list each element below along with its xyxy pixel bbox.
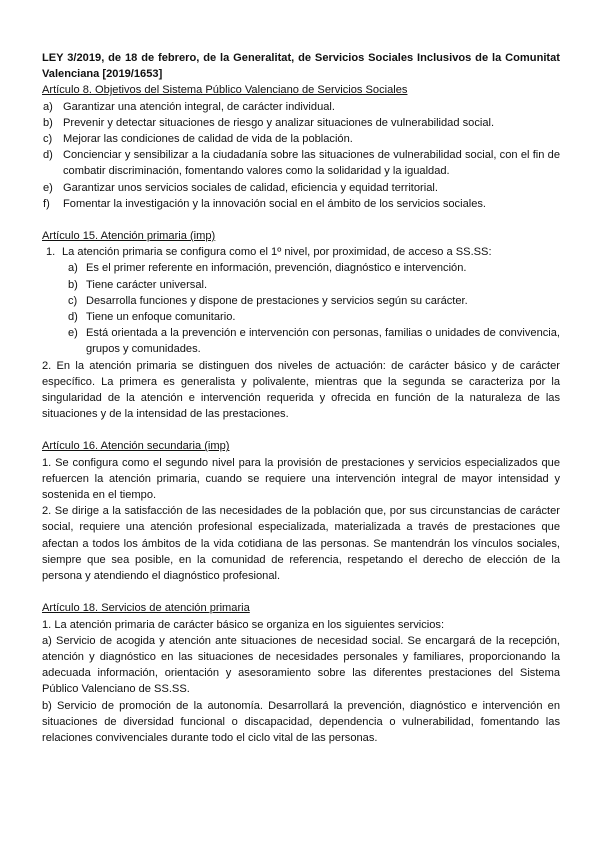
article-16-point-2: 2. Se dirige a la satisfacción de las necesidades de la población que, por sus circunstancias de carácter social, requiere una atención profesional especializada, materializada a través de prestaciones que afectan a todos los ámbitos de la vida cotidiana de las personas. Se mantendrán los vínculos sociales, siempre que sea posible, en la comunidad de referencia, respetando el derecho de elección de la persona y atendiendo el diagnóstico profesional. [42, 505, 560, 583]
list-item: b) Tiene carácter universal. [68, 278, 208, 291]
list-item: d) Tiene un enfoque comunitario. [68, 311, 236, 324]
list-item: a) Es el primer referente en información, prevención, diagnóstico e intervención. [68, 262, 467, 275]
spacer [42, 584, 560, 600]
law-title: LEY 3/2019, de 18 de febrero, de la Generalitat, de Servicios Sociales Inclusivos de la Comunitat Valenciana [2019/1653] [42, 52, 560, 81]
article-16-point-1: 1. Se configura como el segundo nivel para la provisión de prestaciones y servicios especializados que refuercen la atención primaria, cuando se requiere una intervención integral de mayor intensidad y sostenida en el tiempo. [42, 456, 560, 502]
article-18-point-1: 1. La atención primaria de carácter básico se organiza en los siguientes servicios: [42, 618, 445, 631]
list-item: e) Está orientada a la prevención e intervención con personas, familias o unidades de convivencia, grupos y comunidades. [68, 327, 560, 356]
list-item: c) Mejorar las condiciones de calidad de vida de la población. [43, 133, 353, 146]
list-item: f) Fomentar la investigación y la innovación social en el ámbito de los servicios sociales. [43, 197, 487, 210]
document-page [42, 50, 560, 746]
spacer [42, 422, 560, 438]
list-item: e) Garantizar unos servicios sociales de calidad, eficiencia y equidad territorial. [43, 181, 438, 194]
article-8-heading: Artículo 8. Objetivos del Sistema Público Valenciano de Servicios Sociales [42, 84, 408, 97]
article-18-point-b: b) Servicio de promoción de la autonomía. Desarrollará la prevención, diagnóstico e intervención en situaciones de diversidad funcional o discapacidad, dependencia o vulnerabilidad, fomentando las relaciones convivenciales durante todo el ciclo vital de las personas. [42, 699, 560, 744]
article-15-point-2: 2. En la atención primaria se distinguen dos niveles de actuación: de carácter básico y de carácter específico. La primera es generalista y polivalente, mientras que la segunda se caracteriza por la singularidad de la atención e intervención requerida y ofrecida en función de la naturaleza de las situaciones y de la intensidad de las prestaciones. [42, 359, 560, 421]
article-15-heading: Artículo 15. Atención primaria (imp) [42, 230, 216, 243]
spacer [42, 212, 560, 228]
article-16-heading: Artículo 16. Atención secundaria (imp) [42, 440, 230, 453]
article-15-sublist [42, 260, 560, 357]
list-item: a) Garantizar una atención integral, de carácter individual. [43, 100, 335, 113]
list-item: b) Prevenir y detectar situaciones de riesgo y analizar situaciones de vulnerabilidad social. [43, 116, 495, 129]
article-15-point-1: 1. La atención primaria se configura como el 1º nivel, por proximidad, de acceso a SS.SS: [46, 246, 492, 259]
list-item: d) Concienciar y sensibilizar a la ciudadanía sobre las situaciones de vulnerabilidad social, con el fin de combatir discriminación, fomentando valores como la solidaridad y la igualdad. [43, 149, 560, 178]
article-18-point-a: a) Servicio de acogida y atención ante situaciones de necesidad social. Se encargará de la recepción, atención y diagnóstico en las situaciones de necesidades personales y familiares, proporcionando la adecuada información, orientación y asesoramiento sobre las diferentes prestaciones del Sistema Público Valenciano de SS.SS. [42, 634, 560, 696]
article-8-list [42, 99, 560, 212]
article-18-heading: Artículo 18. Servicios de atención primaria [42, 602, 250, 615]
list-item: c) Desarrolla funciones y dispone de prestaciones y servicios según su carácter. [68, 294, 468, 307]
